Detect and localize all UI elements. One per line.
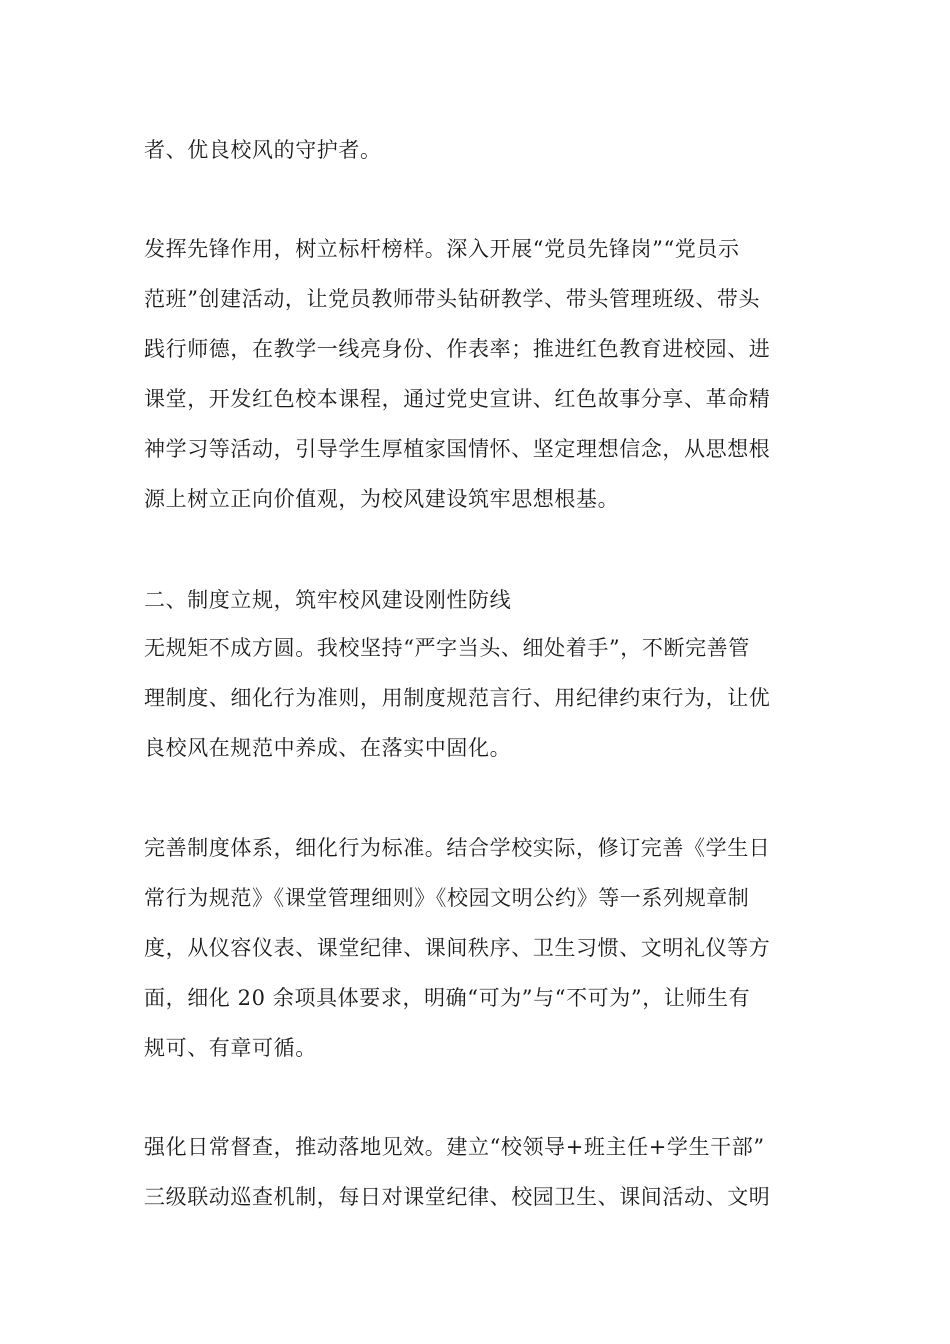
paragraph-4-line-3: 度，从仪容仪表、课堂纪律、课间秩序、卫生习惯、文明礼仪等方 (144, 936, 771, 960)
paragraph-3-line-3: 良校风在规范中养成、在落实中固化。 (144, 736, 512, 760)
paragraph-3-line-1: 无规矩不成方圆。我校坚持“严字当头、细处着手”，不断完善管 (144, 636, 750, 660)
paragraph-5-line-1: 强化日常督查，推动落地见效。建立“校领导+班主任+学生干部” (144, 1135, 765, 1159)
paragraph-2-line-3: 践行师德，在教学一线亮身份、作表率；推进红色教育进校园、进 (144, 337, 771, 361)
section-heading: 二、制度立规，筑牢校风建设刚性防线 (144, 588, 512, 612)
paragraph-1-line-1: 者、优良校风的守护者。 (144, 138, 382, 162)
paragraph-2-line-1: 发挥先锋作用，树立标杆榜样。深入开展“党员先锋岗”“党员示 (144, 237, 740, 261)
paragraph-4-line-2: 常行为规范》《课堂管理细则》《校园文明公约》等一系列规章制 (144, 886, 750, 910)
paragraph-2-line-6: 源上树立正向价值观，为校风建设筑牢思想根基。 (144, 487, 620, 511)
paragraph-4-line-4: 面，细化 20 余项具体要求，明确“可为”与“不可为”，让师生有 (144, 986, 751, 1010)
paragraph-4-line-5: 规可、有章可循。 (144, 1036, 317, 1060)
paragraph-2-line-4: 课堂，开发红色校本课程，通过党史宣讲、红色故事分享、革命精 (144, 387, 771, 411)
paragraph-3-line-2: 理制度、细化行为准则，用制度规范言行、用纪律约束行为，让优 (144, 686, 771, 710)
paragraph-4-line-1: 完善制度体系，细化行为标准。结合学校实际，修订完善《学生日 (144, 836, 771, 860)
paragraph-2-line-5: 神学习等活动，引导学生厚植家国情怀、坚定理想信念，从思想根 (144, 437, 771, 461)
paragraph-2-line-2: 范班”创建活动，让党员教师带头钻研教学、带头管理班级、带头 (144, 287, 761, 311)
paragraph-5-line-2: 三级联动巡查机制，每日对课堂纪律、校园卫生、课间活动、文明 (144, 1185, 771, 1209)
